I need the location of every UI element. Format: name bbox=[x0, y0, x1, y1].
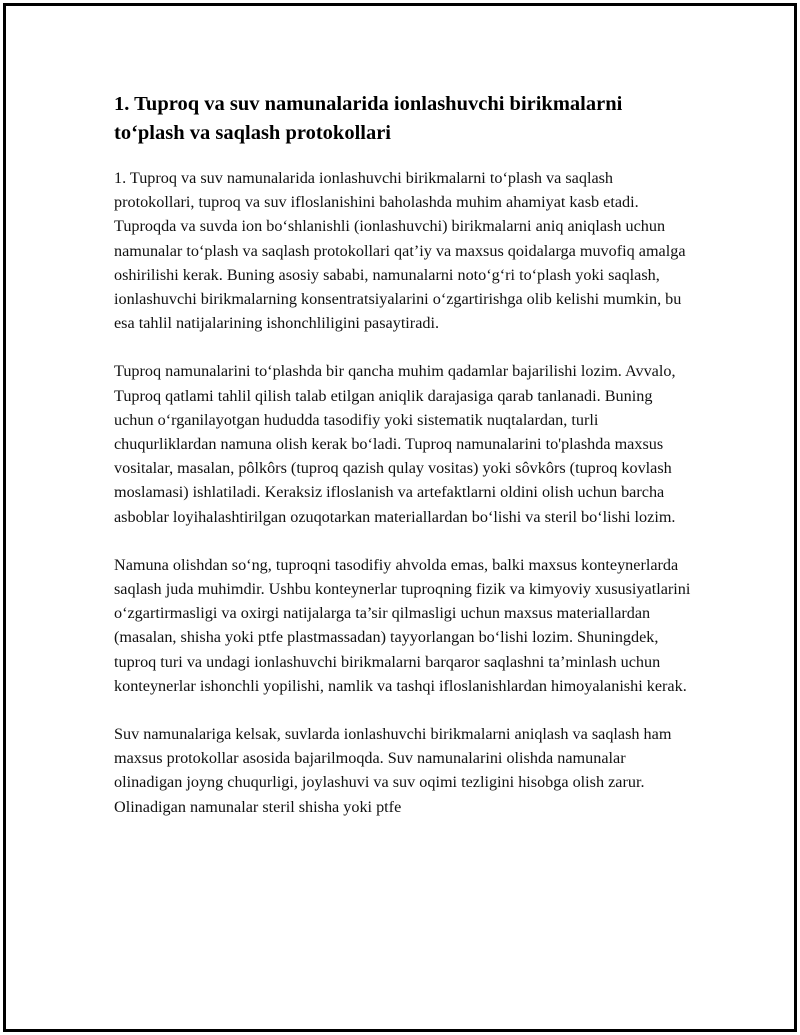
document-title: 1. Tuproq va suv namunalarida ionlashuvchi birikmalarni to‘plash va saqlash protokollari bbox=[114, 93, 623, 144]
paragraph: Suv namunalariga kelsak, suvlarda ionlashuvchi birikmalarni aniqlash va saqlash ham maxsus protokollar asosida bajarilmoqda. Suv namunalarini olishda namunalar olinadigan joyng chuqurligi, joylashuvi va suv oqimi tezligini hisobga olish zarur. Olinadigan namunalar steril shisha yoki ptfe bbox=[114, 725, 672, 816]
paragraph: Tuproq namunalarini to‘plashda bir qancha muhim qadamlar bajarilishi lozim. Avvalo, Tuproq qatlami tahlil qilish talab etilgan aniqlik darajasiga qarab tanlanadi. Buning uchun o‘rganilayotgan hududda tasodifiy yoki sistematik nuqtalardan, turli chuqurliklardan namuna olish kerak bo‘ladi. Tuproq namunalarini to'plashda maxsus vositalar, masalan, pôlkôrs (tuproq qazish qulay vositas) yoki sôvkôrs (tuproq kovlash moslamasi) ishlatiladi. Keraksiz ifloslanish va artefaktlarni oldini olish uchun barcha asboblar loyihalashtirilgan ozuqotarkan materiallardan bo‘lishi va steril bo‘lishi lozim. bbox=[114, 362, 676, 526]
paragraph: 1. Tuproq va suv namunalarida ionlashuvchi birikmalarni to‘plash va saqlash protokollari, tuproq va suv ifloslanishini baholashda muhim ahamiyat kasb etadi. Tuproqda va suvda ion bo‘shlanishli (ionlashuvchi) birikmalarni aniq aniqlash uchun namunalar to‘plash va saqlash protokollari qat’iy va maxsus qoidalarga muvofiq amalga oshirilishi kerak. Buning asosiy sababi, namunalarni noto‘g‘ri to‘plash yoki saqlash, ionlashuvchi birikmalarning konsentratsiyalarini o‘zgartirishga olib kelishi mumkin, bu esa tahlil natijalarining ishonchliligini pasaytiradi. bbox=[114, 169, 686, 333]
paragraph: Namuna olishdan so‘ng, tuproqni tasodifiy ahvolda emas, balki maxsus konteynerlarda saqlash juda muhimdir. Ushbu konteynerlar tuproqning fizik va kimyoviy xususiyatlarini o‘zgartirmasligi va oxirgi natijalarga ta’sir qilmasligi uchun maxsus materiallardan (masalan, shisha yoki ptfe plastmassadan) tayyorlangan bo‘lishi lozim. Shuningdek, tuproq turi va undagi ionlashuvchi birikmalarni barqaror saqlashni ta’minlash uchun konteynerlar ishonchli yopilishi, namlik va tashqi ifloslanishlardan himoyalanishi kerak. bbox=[114, 555, 691, 695]
document-body bbox=[114, 90, 694, 843]
